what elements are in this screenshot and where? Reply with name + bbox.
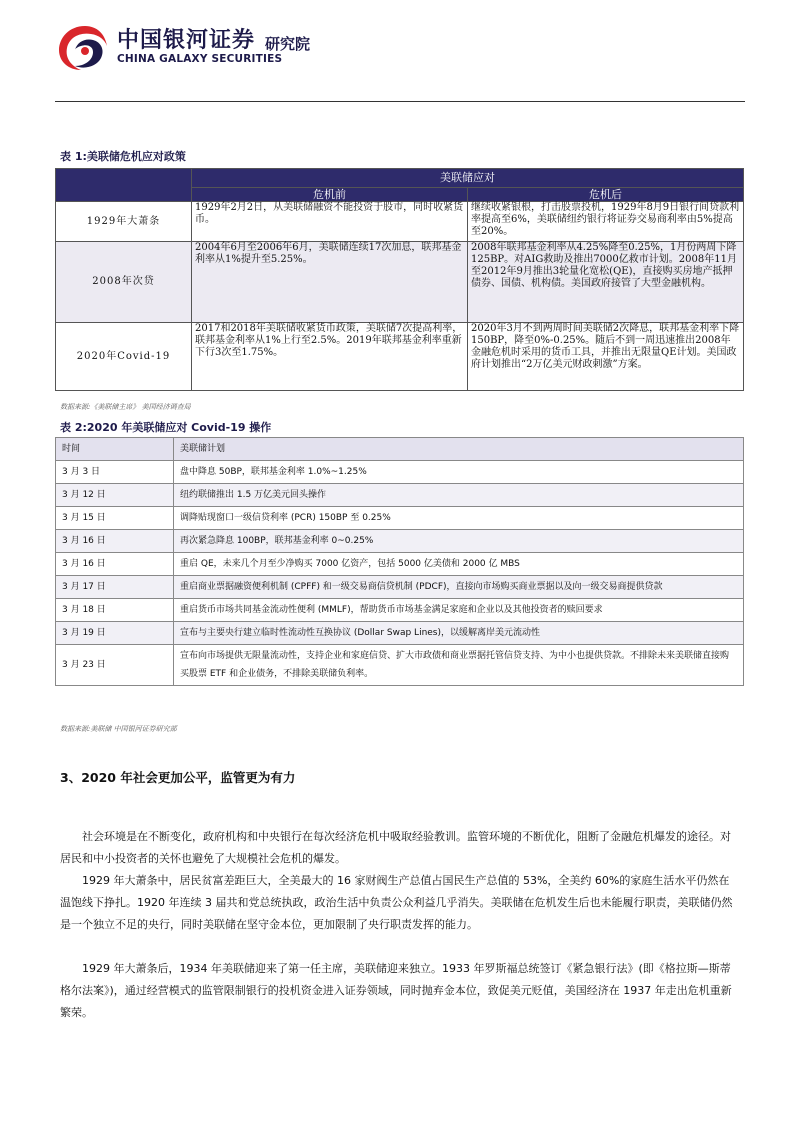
plan-cell: 调降贴现窗口一级信贷利率 (PCR) 150BP 至 0.25% [174, 507, 744, 530]
time-cell: 3 月 18 日 [56, 599, 174, 622]
table1-caption: 表 1:美联储危机应对政策 [60, 150, 186, 163]
after-cell: 继续收紧银根，打击股票投机，1929年8月9日银行间贷款利率提高至6%，美联储纽约银行将证券交易商利率由5%提高至20%。 [468, 202, 744, 242]
after-cell: 2020年3月不到两周时间美联储2次降息，联邦基金利率下降150BP，降至0%-0.25%。随后不到一周迅速推出2008年金融危机时采用的货币工具，并推出无限量QE计划。美国政府计划推出“2万亿美元财政刺激”方案。 [468, 323, 744, 391]
time-cell: 3 月 16 日 [56, 530, 174, 553]
body-paragraph: 1929 年大萧条后，1934 年美联储迎来了第一任主席，美联储迎来独立。1933 年罗斯福总统签订《紧急银行法》(即《格拉斯—斯蒂格尔法案》)，通过经营模式的监管限制银行的投机资金进入证券领域，同时抛弃金本位，致促美元贬值，美国经济在 1937 年走出危机重新繁荣。 [60, 962, 732, 1019]
table1-col-before: 危机前 [192, 188, 468, 202]
brand-name-cn: 中国银河证券 [117, 28, 256, 53]
time-cell: 3 月 15 日 [56, 507, 174, 530]
plan-cell: 宣布向市场提供无限量流动性，支持企业和家庭信贷、扩大市政债和商业票据托管信贷支持、为中小也提供贷款。不排除未来美联储直接购买股票 ETF 和企业债务，不排除美联储负利率。 [174, 645, 744, 686]
plan-cell: 宣布与主要央行建立临时性流动性互换协议 (Dollar Swap Lines)，以缓解离岸美元流动性 [174, 622, 744, 645]
row-label: 2008年次贷 [56, 242, 192, 323]
header-divider [55, 101, 745, 102]
time-cell: 3 月 19 日 [56, 622, 174, 645]
time-cell: 3 月 16 日 [56, 553, 174, 576]
plan-cell: 重启商业票据融资便利机制 (CPFF) 和一级交易商信贷机制 (PDCF)，直接向市场购买商业票据以及向一级交易商提供贷款 [174, 576, 744, 599]
brand-suffix: 研究院 [265, 35, 311, 53]
table-row [56, 202, 744, 242]
table2-source: 数据来源:美联储 中国银河证券研究部 [60, 725, 177, 733]
table-row [56, 461, 744, 484]
table-row [56, 645, 744, 686]
table2-col-plan: 美联储计划 [174, 438, 744, 461]
table-row [56, 599, 744, 622]
fed-covid-ops-table [55, 437, 744, 686]
after-cell: 2008年联邦基金利率从4.25%降至0.25%，1月份两周下降125BP。对AIG救助及推出7000亿救市计划。2008年11月至2012年9月推出3轮量化宽松(QE)，直接购买房地产抵押债券、国债、机构债。美国政府接管了大型金融机构。 [468, 242, 744, 323]
before-cell: 2017和2018年美联储收紧货币政策，美联储7次提高利率，联邦基金利率从1%上行至2.5%。2019年联邦基金利率重新下行3次至1.75%。 [192, 323, 468, 391]
table-row [56, 323, 744, 391]
time-cell: 3 月 23 日 [56, 645, 174, 686]
brand-name-en: CHINA GALAXY SECURITIES [117, 53, 283, 65]
row-label: 2020年Covid-19 [56, 323, 192, 391]
plan-cell: 重启货币市场共同基金流动性便利 (MMLF)，帮助货币市场基金满足家庭和企业以及其他投资者的赎回要求 [174, 599, 744, 622]
table-row [56, 622, 744, 645]
table1-corner-cell [56, 169, 192, 202]
table1-source: 数据来源:《美联储主席》 美国经济调查局 [60, 403, 191, 411]
time-cell: 3 月 17 日 [56, 576, 174, 599]
row-label: 1929年大萧条 [56, 202, 192, 242]
body-paragraph: 1929 年大萧条中，居民贫富差距巨大，全美最大的 16 家财阀生产总值占国民生产总值的 53%，全美约 60%的家庭生活水平仍然在温饱线下挣扎。1920 年连续 3 届共和党总统执政，政治生活中负责公众利益几乎消失。美联储在危机发生后也未能履行职责，美联储仍然是一个独立不足的央行，同时美联储在坚守金本位，更加限制了央行职责发挥的能力。 [60, 874, 733, 931]
table-row [56, 530, 744, 553]
plan-cell: 重启 QE，未来几个月至少净购买 7000 亿资产，包括 5000 亿美债和 2000 亿 MBS [174, 553, 744, 576]
plan-cell: 盘中降息 50BP，联邦基金利率 1.0%~1.25% [174, 461, 744, 484]
table1-group-header: 美联储应对 [192, 169, 744, 188]
table-row [56, 507, 744, 530]
plan-cell: 纽约联储推出 1.5 万亿美元回头操作 [174, 484, 744, 507]
body-paragraph: 社会环境是在不断变化，政府机构和中央银行在每次经济危机中吸取经验教训。监管环境的不断优化，阻断了金融危机爆发的途径。对居民和中小投资者的关怀也避免了大规模社会危机的爆发。 [60, 830, 731, 865]
table-row [56, 576, 744, 599]
table-row [56, 484, 744, 507]
before-cell: 1929年2月2日，从美联储融资不能投资于股市，同时收紧货币。 [192, 202, 468, 242]
brand-header [55, 20, 355, 80]
table-row [56, 242, 744, 323]
plan-cell: 再次紧急降息 100BP，联邦基金利率 0~0.25% [174, 530, 744, 553]
galaxy-logo-icon [55, 20, 113, 76]
before-cell: 2004年6月至2006年6月，美联储连续17次加息，联邦基金利率从1%提升至5.25%。 [192, 242, 468, 323]
table2-caption: 表 2:2020 年美联储应对 Covid-19 操作 [60, 421, 272, 434]
table1-col-after: 危机后 [468, 188, 744, 202]
table2-col-time: 时间 [56, 438, 174, 461]
time-cell: 3 月 3 日 [56, 461, 174, 484]
time-cell: 3 月 12 日 [56, 484, 174, 507]
fed-crisis-policy-table [55, 168, 744, 391]
section-heading: 3、2020 年社会更加公平，监管更为有力 [60, 770, 296, 785]
table-row [56, 553, 744, 576]
